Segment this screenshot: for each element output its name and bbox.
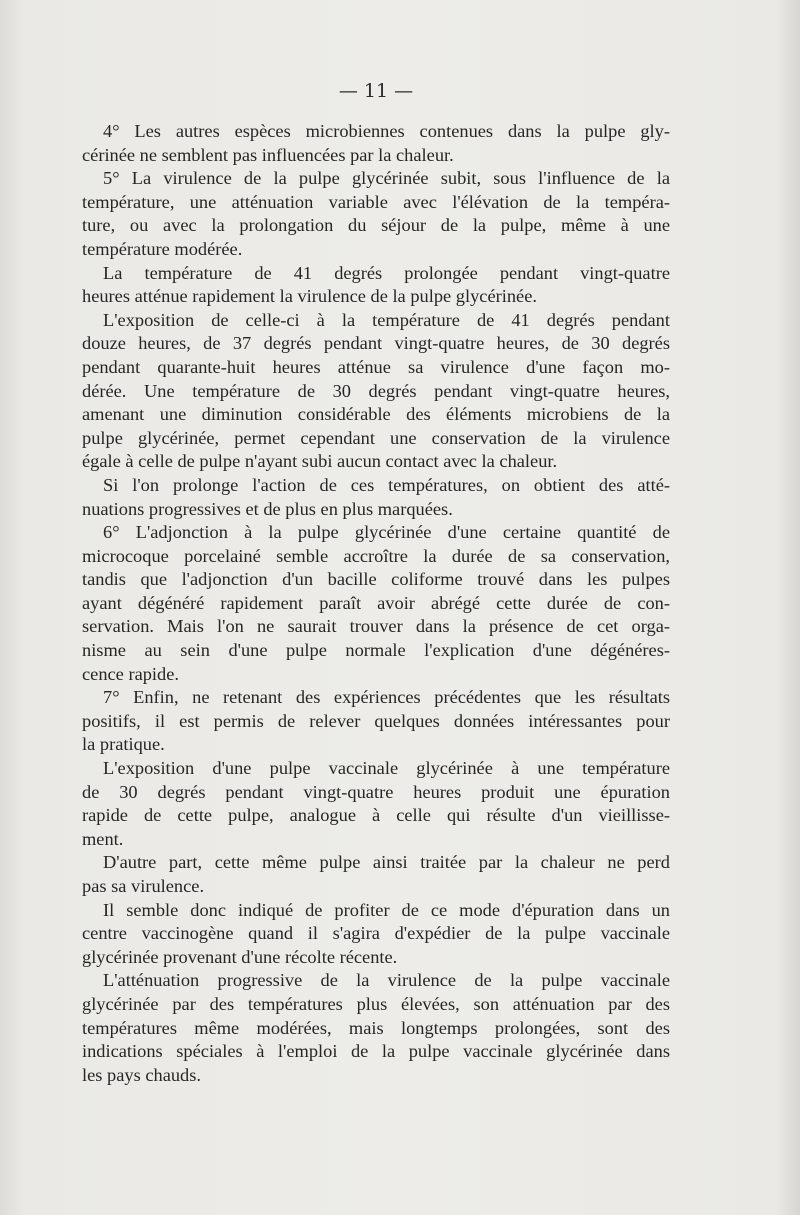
text-line: température modérée.: [82, 238, 243, 259]
text-line: servation. Mais l'on ne saurait trouver dans la présence de cet orga-: [82, 616, 670, 637]
text-line: L'exposition de celle-ci à la température de 41 degrés pendant: [103, 309, 670, 330]
text-line: glycérinée par des températures plus élevées, son atténuation par des: [82, 993, 670, 1014]
text-line: de 30 degrés pendant vingt-quatre heures produit une épuration: [82, 781, 670, 802]
text-line: les pays chauds.: [82, 1064, 202, 1085]
text-line: rapide de cette pulpe, analogue à celle qui résulte d'un vieillisse-: [82, 805, 670, 826]
text-line: Si l'on prolonge l'action de ces températures, on obtient des atté-: [103, 474, 670, 495]
text-line: amenant une diminution considérable des éléments microbiens de la: [82, 404, 670, 425]
text-line: positifs, il est permis de relever quelques données intéressantes pour: [82, 710, 670, 731]
body-text: [82, 120, 670, 1087]
text-line: la pratique.: [82, 734, 165, 755]
text-line: D'autre part, cette même pulpe ainsi traitée par la chaleur ne perd: [103, 852, 670, 873]
text-line: nuations progressives et de plus en plus marquées.: [82, 498, 453, 519]
text-line: température, une atténuation variable avec l'élévation de la tempéra-: [82, 191, 670, 212]
text-line: ayant dégénéré rapidement paraît avoir abrégé cette durée de con-: [82, 592, 670, 613]
text-line: douze heures, de 37 degrés pendant vingt-quatre heures, de 30 degrés: [82, 333, 670, 354]
text-line: L'atténuation progressive de la virulence de la pulpe vaccinale: [103, 970, 670, 991]
text-line: pulpe glycérinée, permet cependant une conservation de la virulence: [82, 427, 670, 448]
text-line: dérée. Une température de 30 degrés pendant vingt-quatre heures,: [82, 380, 670, 401]
text-line: microcoque porcelainé semble accroître la durée de sa conservation,: [82, 545, 670, 566]
text-line: 7° Enfin, ne retenant des expériences précédentes que les résultats: [103, 687, 670, 708]
text-line: Il semble donc indiqué de profiter de ce mode d'épuration dans un: [103, 899, 670, 920]
text-line: ture, ou avec la prolongation du séjour de la pulpe, même à une: [82, 215, 670, 236]
text-line: ment.: [82, 828, 124, 849]
text-line: cence rapide.: [82, 663, 179, 684]
text-line: pas sa virulence.: [82, 876, 205, 896]
text-line: 6° L'adjonction à la pulpe glycérinée d'une certaine quantité de: [103, 522, 670, 543]
text-line: heures atténue rapidement la virulence de la pulpe glycérinée.: [82, 286, 537, 307]
text-line: températures même modérées, mais longtemps prolongées, sont des: [82, 1017, 670, 1038]
text-line: indications spéciales à l'emploi de la pulpe vaccinale glycérinée dans: [82, 1041, 670, 1062]
text-line: tandis que l'adjonction d'un bacille coliforme trouvé dans les pulpes: [82, 569, 670, 590]
text-line: 4° Les autres espèces microbiennes contenues dans la pulpe gly-: [103, 121, 670, 141]
text-line: glycérinée provenant d'une récolte récente.: [82, 946, 398, 967]
text-line: L'exposition d'une pulpe vaccinale glycérinée à une température: [103, 758, 670, 779]
text-line: centre vaccinogène quand il s'agira d'expédier de la pulpe vaccinale: [82, 923, 670, 944]
text-line: La température de 41 degrés prolongée pendant vingt-quatre: [103, 262, 670, 283]
text-line: égale à celle de pulpe n'ayant subi aucun contact avec la chaleur.: [82, 451, 558, 472]
page-number: — 11 —: [338, 80, 414, 102]
text-line: cérinée ne semblent pas influencées par la chaleur.: [82, 144, 454, 165]
text-line: nisme au sein d'une pulpe normale l'explication d'une dégénéres-: [82, 640, 670, 661]
text-line: 5° La virulence de la pulpe glycérinée subit, sous l'influence de la: [103, 168, 670, 189]
text-line: pendant quarante-huit heures atténue sa virulence d'une façon mo-: [82, 356, 670, 377]
